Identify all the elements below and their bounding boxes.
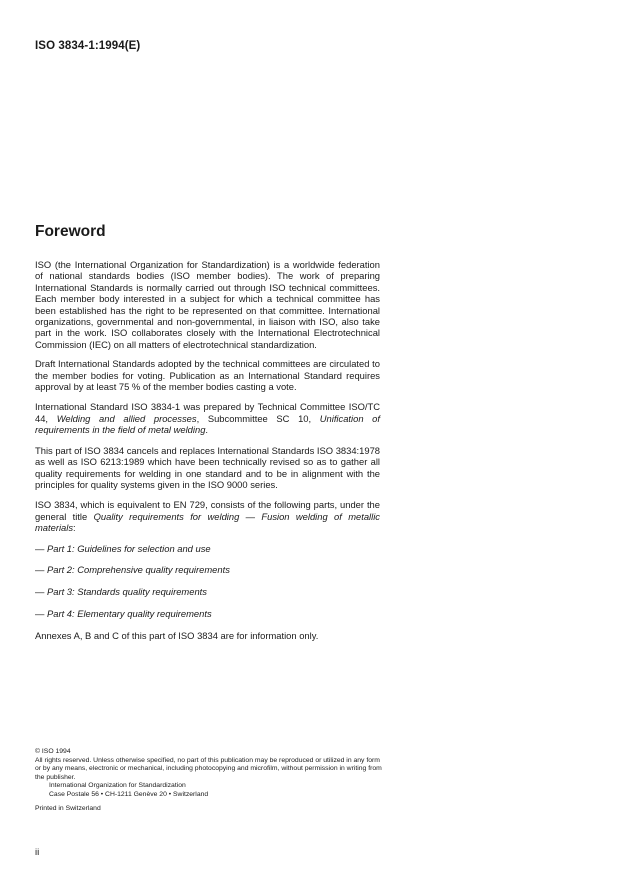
committee-title: Welding and allied processes	[56, 412, 197, 424]
text-segment: , Subcommittee SC 10,	[196, 412, 320, 424]
rights-statement: All rights reserved. Unless otherwise specified, no part of this publication may be reproduced or utilized in any form or by any means, electronic or mechanical, including photocopying and microfilm, without permission in writing from the publisher.	[35, 756, 382, 781]
part-label: Part 2: Comprehensive quality requirements	[46, 564, 230, 576]
publisher-name: International Organization for Standardization	[49, 782, 186, 790]
document-id: ISO 3834-1:1994(E)	[35, 40, 141, 52]
text-segment: :	[73, 522, 76, 534]
page-title: Foreword	[35, 223, 106, 240]
part-label: Part 1: Guidelines for selection and use	[46, 542, 211, 554]
list-item	[35, 586, 380, 597]
printed-in: Printed in Switzerland	[35, 804, 101, 812]
paragraph-parts-intro	[35, 499, 380, 533]
part-label: Part 3: Standards quality requirements	[46, 586, 207, 598]
paragraph-replaces: This part of ISO 3834 cancels and replaces International Standards ISO 3834:1978 as well as ISO 6213:1989 which have been technically revised so as to gather all quality requirements for welding in one standard and to be in alignment with the principles for quality systems given in the ISO 9000 series.	[35, 444, 381, 490]
list-item	[35, 608, 380, 619]
paragraph-annex-note: Annexes A, B and C of this part of ISO 3834 are for information only.	[35, 630, 319, 642]
dash: —	[35, 564, 45, 576]
dash: —	[35, 608, 45, 620]
copyright-notice: © ISO 1994	[35, 748, 71, 755]
list-item	[35, 564, 380, 575]
paragraph-draft-standards: Draft International Standards adopted by the technical committees are circulated to the member bodies for voting. Publication as an International Standard requires approval by at least 75 % of the member bodies casting a vote.	[35, 358, 380, 393]
part-label: Part 4: Elementary quality requirements	[46, 608, 212, 620]
subcommittee-title: Unification of requirements in the field of metal welding	[35, 412, 381, 436]
parts-list	[35, 543, 380, 620]
copyright-block	[35, 748, 385, 813]
text-segment: ISO 3834, which is equivalent to EN 729, consists of the following parts, under the general title	[35, 499, 380, 522]
foreword-body	[35, 259, 380, 651]
text-segment: .	[205, 424, 209, 436]
paragraph-prepared-by	[35, 401, 380, 435]
paragraph-iso-intro: ISO (the International Organization for Standardization) is a worldwide federation of national standards bodies (ISO member bodies). The work of preparing International Standards is normally carried out through ISO technical committees. Each member body interested in a subject for which a technical committee has been established has the right to be represented on that committee. International organizations, governmental and non-governmental, in liaison with ISO, also take part in the work. ISO collaborates closely with the International Electrotechnical Commission (IEC) on all matters of electrotechnical standardization.	[35, 259, 380, 350]
publisher-address: Case Postale 56 • CH-1211 Genève 20 • Switzerland	[49, 790, 209, 798]
list-item	[35, 543, 380, 554]
general-title: Quality requirements for welding — Fusion welding of metallic materials	[35, 510, 380, 534]
text-segment: International Standard ISO 3834-1 was prepared by Technical Committee ISO/TC 44,	[35, 401, 380, 424]
page-number: ii	[35, 847, 40, 858]
dash: —	[35, 586, 45, 598]
dash: —	[35, 542, 45, 554]
